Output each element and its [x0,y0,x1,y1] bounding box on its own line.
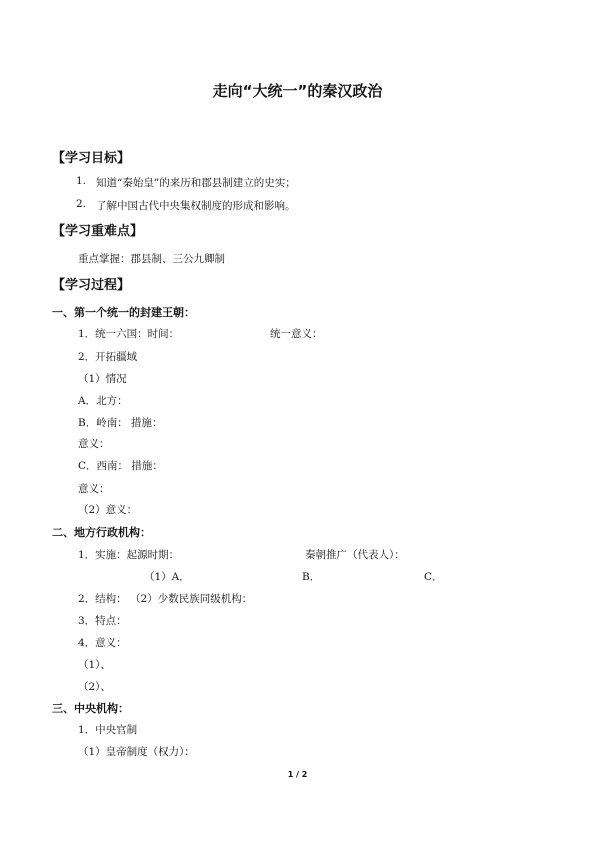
part2-line: （2）、 [78,681,111,693]
goal-text: 了解中国古代中央集权制度的形成和影响。 [96,200,296,212]
part2-line: 1．实施：起源时期： [78,549,180,561]
part1-line: 意义： [78,483,110,495]
part1-line: 意义： [78,438,110,450]
part2-heading: 二、地方行政机构： [52,526,151,539]
part3-line: 1．中央官制 [78,724,138,736]
part2-line: （1）、 [78,659,111,671]
page-number: 1 / 2 [287,770,308,779]
part2-line: 2．结构： （2）少数民族同级机构： [78,593,253,605]
part1-line: 统一意义： [270,328,323,340]
part1-line: （1）情况 [78,373,127,385]
part2-line: C． [424,571,443,583]
part1-heading: 一、第一个统一的封建王朝： [52,306,195,319]
part3-line: （1）皇帝制度（权力）： [78,746,195,758]
process-heading: 【学习过程】 [52,278,131,293]
goals-heading: 【学习目标】 [52,151,131,166]
part2-line: （1）A． [144,571,190,583]
goal-number: 1. [76,175,87,187]
part2-line: 秦朝推广（代表人）： [305,549,405,561]
key-text: 重点掌握：郡县制、三公九卿制 [78,253,225,265]
part2-line: 3．特点： [78,615,127,627]
part1-line: A．北方： [78,395,128,407]
page-title: 走向“大统一”的秦汉政治 [212,82,383,100]
part1-line: 2．开拓疆域 [78,351,138,363]
goal-text: 知道“秦始皇”的来历和郡县制建立的史实； [96,177,296,189]
part3-heading: 三、中央机构： [52,702,129,715]
part1-line: （2）意义： [78,504,138,516]
part1-line: 1．统一六国：时间： [78,328,180,340]
key-heading: 【学习重难点】 [52,224,144,239]
part1-line: B．岭南： 措施： [78,417,163,429]
part2-line: 4．意义： [78,637,127,649]
part2-line: B． [302,571,321,583]
part1-line: C．西南： 措施： [78,460,163,472]
goal-number: 2. [76,198,87,210]
